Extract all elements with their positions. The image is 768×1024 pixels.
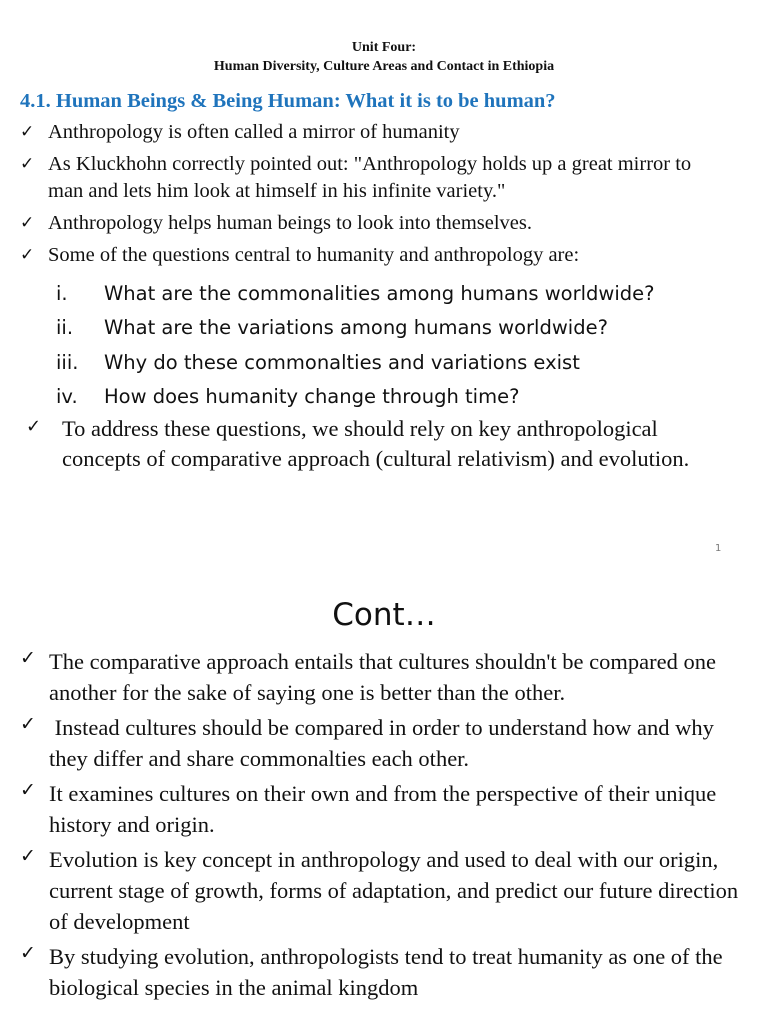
question-number: iv. xyxy=(56,384,78,408)
unit-subtitle: Human Diversity, Culture Areas and Contact in Ethiopia xyxy=(213,59,555,74)
checkmark-icon: ✓ xyxy=(20,942,36,964)
question-number: i. xyxy=(56,282,68,305)
question-text: How does humanity change through time? xyxy=(104,384,520,408)
question-number: iii. xyxy=(56,350,79,374)
bullet-text: It examines cultures on their own and from the perspective of their unique history and origin. xyxy=(49,781,717,837)
checkmark-icon: ✓ xyxy=(20,122,35,142)
checkmark-icon: ✓ xyxy=(20,779,36,801)
list-item xyxy=(20,941,750,1003)
bullet-list xyxy=(20,646,750,1007)
list-item xyxy=(20,646,750,708)
list-item xyxy=(20,119,720,146)
slide-title: Cont… xyxy=(332,597,436,633)
question-list xyxy=(56,277,654,414)
list-item xyxy=(20,712,750,774)
checkmark-icon: ✓ xyxy=(20,154,35,174)
question-item xyxy=(56,277,654,311)
bullet-text: Instead cultures should be compared in order to understand how and why they differ and share commonalties each other. xyxy=(49,715,720,771)
list-item xyxy=(20,844,750,937)
bullet-text: Anthropology is often called a mirror of humanity xyxy=(48,121,460,143)
bullet-text: Anthropology helps human beings to look into themselves. xyxy=(48,212,532,234)
question-item xyxy=(56,346,654,380)
list-item xyxy=(20,151,720,205)
question-text: Why do these commonalties and variations exist xyxy=(104,350,580,374)
bullet-text: As Kluckhohn correctly pointed out: "Anthropology holds up a great mirror to man and lets him look at himself in his infinite variety." xyxy=(48,153,692,202)
slide-2 xyxy=(0,565,768,1024)
slide-number: 1 xyxy=(715,543,722,554)
question-item xyxy=(56,380,654,414)
bullet-text: To address these questions, we should rely on key anthropological concepts of comparative approach (cultural relativism) and evolution. xyxy=(62,416,690,471)
checkmark-icon: ✓ xyxy=(26,416,42,437)
section-heading: 4.1. Human Beings & Being Human: What it is to be human? xyxy=(20,90,556,112)
checkmark-icon: ✓ xyxy=(20,713,36,735)
checkmark-icon: ✓ xyxy=(20,245,35,265)
checkmark-icon: ✓ xyxy=(20,845,36,867)
list-item xyxy=(26,414,726,474)
list-item xyxy=(20,210,720,237)
question-text: What are the variations among humans worldwide? xyxy=(104,316,608,340)
question-item xyxy=(56,311,654,345)
bullet-list xyxy=(20,119,720,274)
question-number: ii. xyxy=(56,316,74,340)
unit-title xyxy=(0,38,768,76)
bullet-text: The comparative approach entails that cultures shouldn't be compared one another for the sake of saying one is better than the other. xyxy=(49,649,716,705)
list-item xyxy=(20,778,750,840)
bullet-text: Evolution is key concept in anthropology and used to deal with our origin, current stage of growth, forms of adaptation, and predict our future direction of development xyxy=(49,847,739,934)
checkmark-icon: ✓ xyxy=(20,213,35,233)
question-text: What are the commonalities among humans worldwide? xyxy=(104,282,655,305)
bullet-text: By studying evolution, anthropologists tend to treat humanity as one of the biological species in the animal kingdom xyxy=(49,944,723,1000)
unit-number: Unit Four: xyxy=(351,40,417,55)
list-item xyxy=(20,242,720,269)
bullet-text: Some of the questions central to humanity and anthropology are: xyxy=(48,244,580,266)
checkmark-icon: ✓ xyxy=(20,647,36,669)
